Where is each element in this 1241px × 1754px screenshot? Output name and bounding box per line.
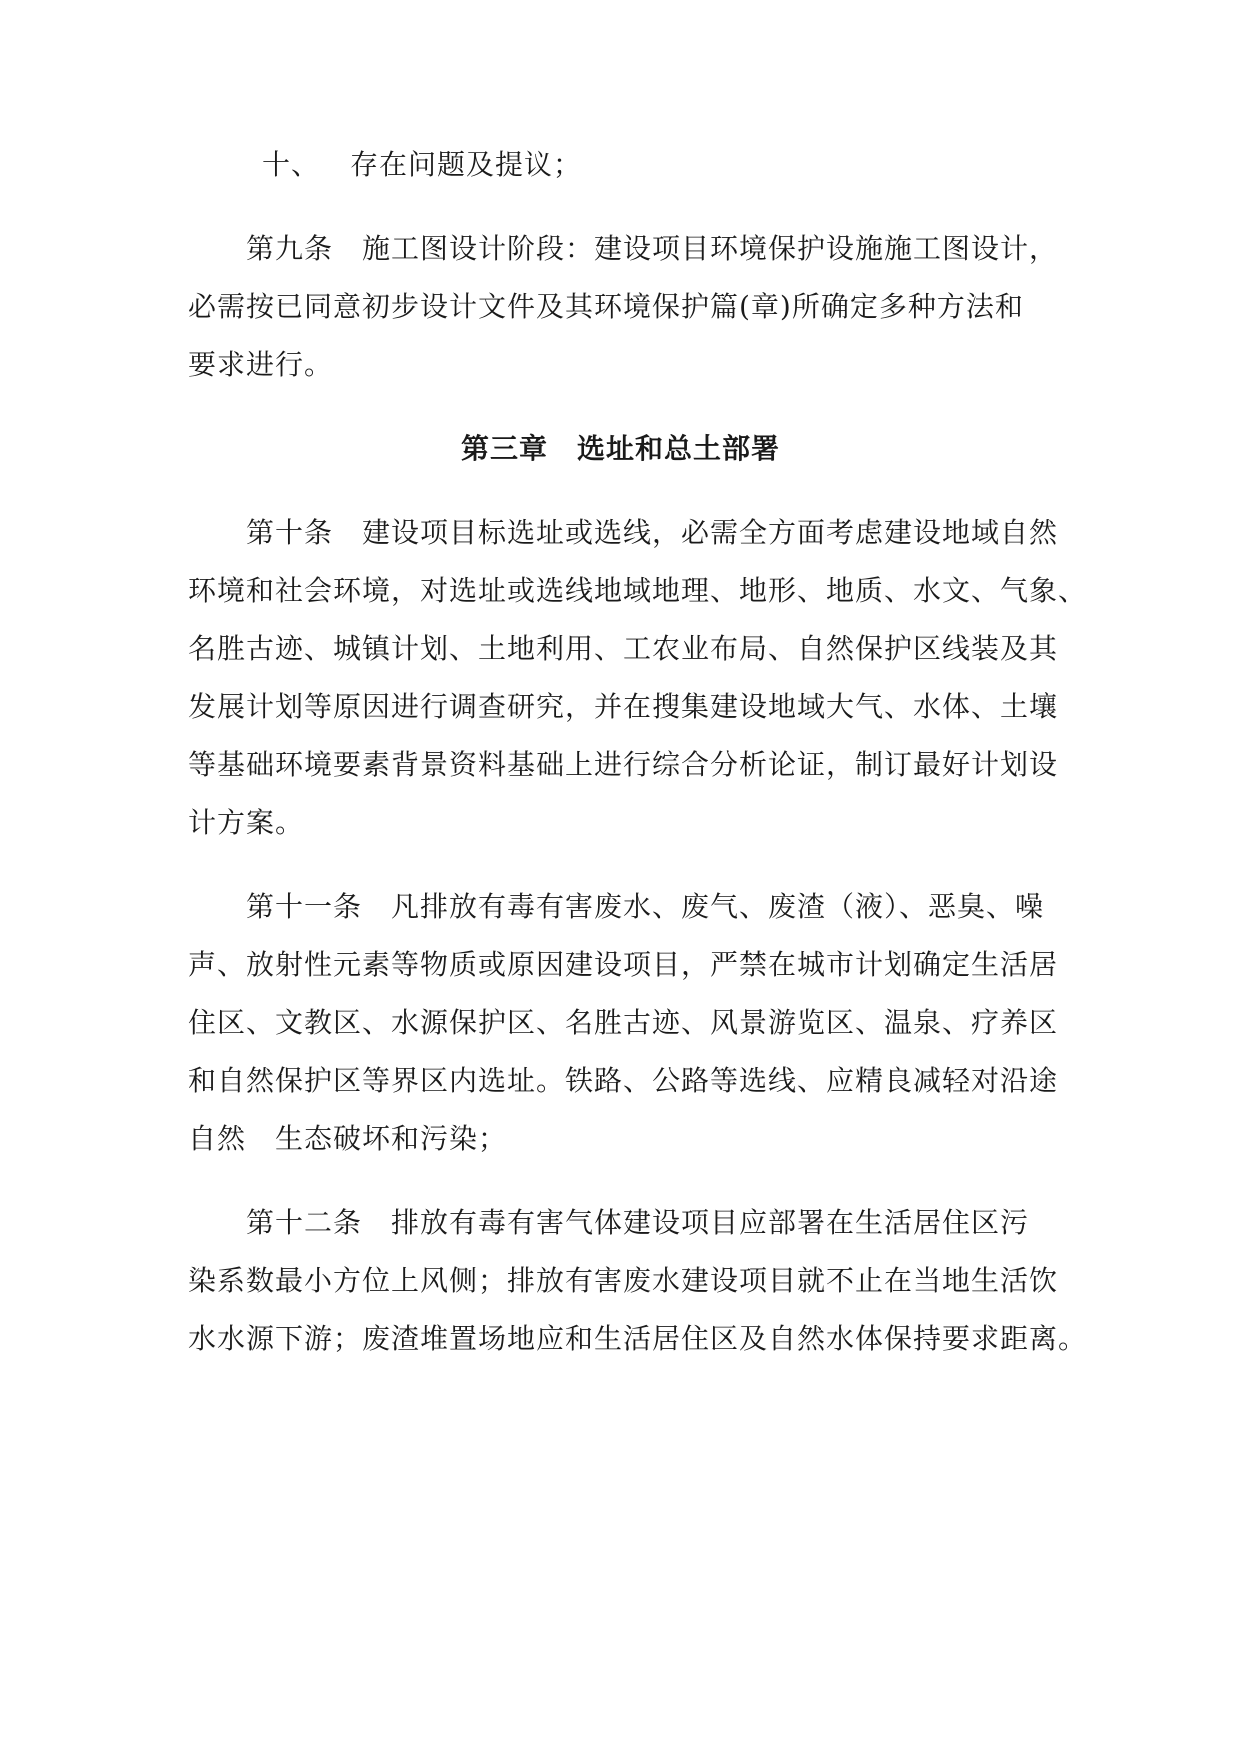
article-12-line-2: 染系数最小方位上风侧；排放有害废水建设项目就不止在当地生活饮 [188,1264,1059,1297]
article-12-line-3: 水水源下游；废渣堆置场地应和生活居住区及自然水体保持要求距离。 [188,1322,1088,1355]
article-11-line-3: 住区、文教区、水源保护区、名胜古迹、风景游览区、温泉、疗养区 [188,1006,1059,1039]
article-11-line-4: 和自然保护区等界区内选址。铁路、公路等选线、应精良减轻对沿途 [188,1064,1059,1097]
article-10-line-1: 第十条 建设项目标选址或选线，必需全方面考虑建设地域自然 [246,516,1059,549]
article-12-line-1: 第十二条 排放有毒有害气体建设项目应部署在生活居住区污 [246,1206,1030,1239]
article-9-line-2: 必需按已同意初步设计文件及其环境保护篇(章)所确定多种方法和 [188,290,1024,323]
article-11-line-2: 声、放射性元素等物质或原因建设项目，严禁在城市计划确定生活居 [188,948,1059,981]
article-9-line-3: 要求进行。 [188,348,334,381]
article-10-line-2: 环境和社会环境，对选址或选线地域地理、地形、地质、水文、气象、 [188,574,1088,607]
article-10-line-4: 发展计划等原因进行调查研究，并在搜集建设地域大气、水体、土壤 [188,690,1059,723]
article-9-line-1: 第九条 施工图设计阶段：建设项目环境保护设施施工图设计， [246,232,1059,265]
article-11-line-1: 第十一条 凡排放有毒有害废水、废气、废渣（液）、恶臭、噪 [246,890,1045,923]
item-ten-number: 十、 [262,148,321,181]
article-10-line-6: 计方案。 [188,806,305,839]
article-10-line-5: 等基础环境要素背景资料基础上进行综合分析论证，制订最好计划设 [188,748,1059,781]
article-10-line-3: 名胜古迹、城镇计划、土地利用、工农业布局、自然保护区线装及其 [188,632,1059,665]
article-11-line-5: 自然 生态破坏和污染； [188,1122,508,1155]
item-ten-text: 存在问题及提议； [350,148,583,181]
chapter-3-heading: 第三章 选址和总土部署 [460,432,780,465]
